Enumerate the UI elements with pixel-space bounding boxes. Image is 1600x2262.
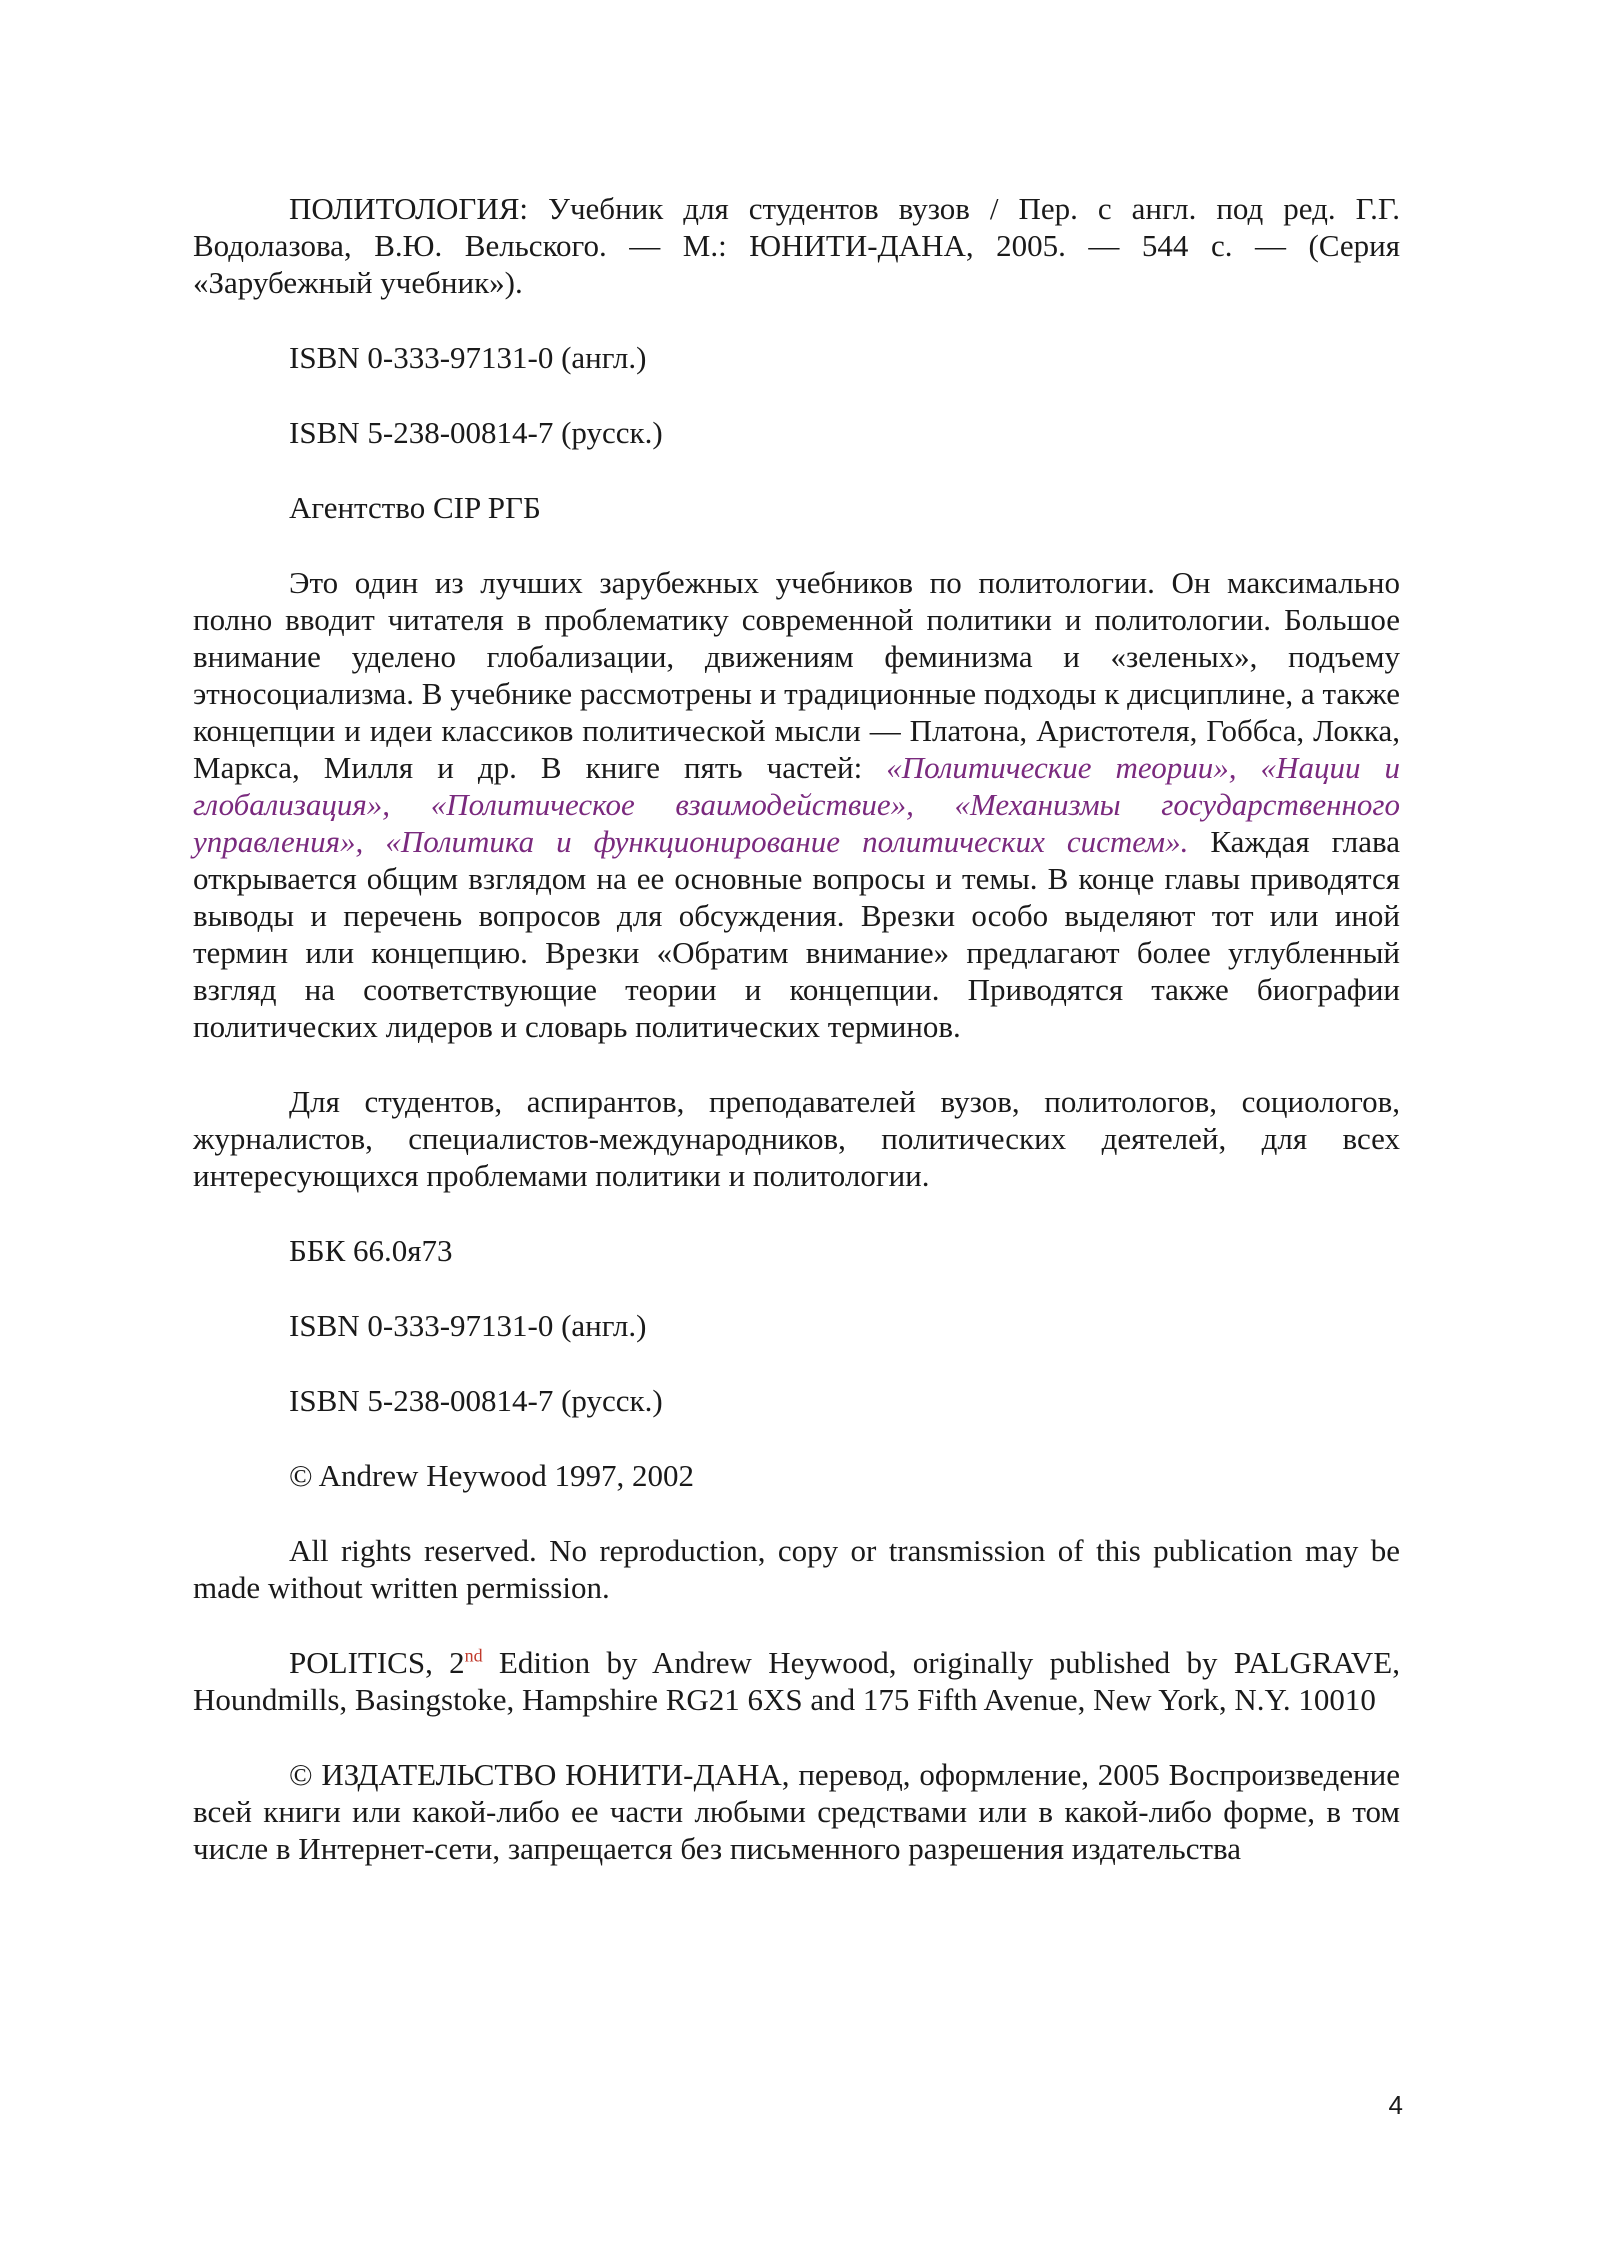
original-edition-title: POLITICS, 2 bbox=[289, 1645, 465, 1680]
page-body bbox=[193, 190, 1400, 1867]
abstract-parts-list: «Политические теории», «Нации и глобализация», «Политическое взаимодействие», «Механизмы государственного управления», «Политика и функционирование политических систем». bbox=[193, 750, 1400, 859]
abstract-intro-text: Это один из лучших зарубежных учебников по политологии. Он максимально полно вводит читателя в проблематику современной политики и политологии. Большое внимание уделено глобализации, движениям феминизма и «зеленых», подъему этносоциализма. В учебнике рассмотрены и традиционные подходы к дисциплине, а также концепции и идеи классиков политической мысли — Платона, Аристотеля, Гоббса, Локка, Маркса, Милля и др. В книге пять частей: bbox=[193, 565, 1400, 785]
edition-superscript: nd bbox=[464, 1645, 483, 1666]
author-copyright: © Andrew Heywood 1997, 2002 bbox=[289, 1458, 694, 1493]
original-edition-details: Edition by Andrew Heywood, originally published by PALGRAVE, Houndmills, Basingstoke, Hampshire RG21 6XS and 175 Fifth Avenue, New York, N.Y. 10010 bbox=[193, 1645, 1400, 1717]
publisher-copyright: © ИЗДАТЕЛЬСТВО ЮНИТИ-ДАНА, перевод, оформление, 2005 Воспроизведение всей книги или какой-либо ее части любыми средствами или в какой-либо форме, в том числе в Интернет-сети, запрещается без письменного разрешения издательства bbox=[193, 1757, 1400, 1866]
isbn-english-2: ISBN 0-333-97131-0 (англ.) bbox=[289, 1308, 647, 1343]
isbn-russian-1: ISBN 5-238-00814-7 (русск.) bbox=[289, 415, 663, 450]
isbn-russian-2: ISBN 5-238-00814-7 (русск.) bbox=[289, 1383, 663, 1418]
abstract-rest-text: Каждая глава открывается общим взглядом на ее основные вопросы и темы. В конце главы приводятся выводы и перечень вопросов для обсуждения. Врезки особо выделяют тот или иной термин или концепцию. Врезки «Обратим внимание» предлагают более углубленный взгляд на соответствующие теории и концепции. Приводятся также биографии политических лидеров и словарь политических терминов. bbox=[193, 824, 1401, 1044]
cip-agency: Агентство CIP РГБ bbox=[289, 490, 541, 525]
bbk-code: ББК 66.0я73 bbox=[289, 1233, 453, 1268]
isbn-english-1: ISBN 0-333-97131-0 (англ.) bbox=[289, 340, 647, 375]
rights-reserved: All rights reserved. No reproduction, copy or transmission of this publication may be made without written permission. bbox=[193, 1533, 1400, 1605]
audience-paragraph: Для студентов, аспирантов, преподавателей вузов, политологов, социологов, журналистов, специалистов-международников, политических деятелей, для всех интересующихся проблемами политики и политологии. bbox=[193, 1084, 1400, 1193]
bibliographic-entry: ПОЛИТОЛОГИЯ: Учебник для студентов вузов / Пер. с англ. под ред. Г.Г. Водолазова, В.Ю. Вельского. — М.: ЮНИТИ-ДАНА, 2005. — 544 с. — (Серия «Зарубежный учебник»). bbox=[193, 191, 1400, 300]
page-number: 4 bbox=[1388, 2090, 1403, 2120]
original-edition-note bbox=[193, 1644, 1400, 1718]
abstract-paragraph bbox=[193, 564, 1400, 1045]
